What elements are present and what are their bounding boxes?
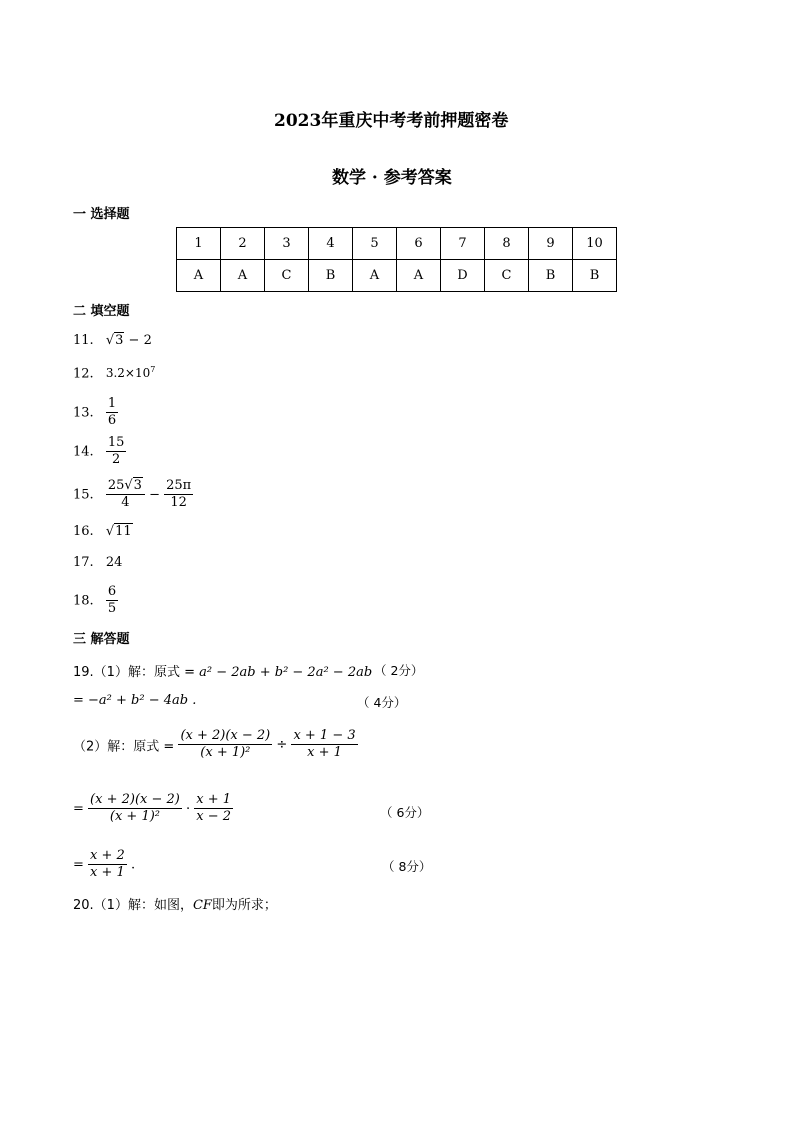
- table-cell: 6: [397, 228, 441, 260]
- fraction: $\frac{25√3}{4}$: [106, 478, 145, 512]
- section-choice: 一 选择题: [73, 207, 130, 222]
- answer-18: [73, 584, 118, 618]
- question-number: 15.: [73, 487, 94, 503]
- fraction: $\frac{25\pi}{12}$: [166, 478, 192, 511]
- answer-17: [73, 555, 122, 570]
- page-title: 2023年重庆中考考前押题密卷: [274, 111, 509, 131]
- table-cell: D: [441, 260, 485, 292]
- table-cell: B: [309, 260, 353, 292]
- math-expression: a² − 2ab + b² − 2a² − 2ab: [199, 665, 373, 680]
- answer-14: [73, 435, 126, 469]
- answer-13: [73, 396, 118, 430]
- answer-16: [73, 524, 133, 539]
- fraction: $\frac{x + 1 - 3}{x + 1}$: [293, 728, 356, 761]
- answer-15: [73, 478, 193, 512]
- table-row-answers: [177, 260, 617, 292]
- minus-sign: −: [149, 487, 160, 503]
- question-number: 14.: [73, 444, 94, 460]
- fraction: $\frac{x + 1}{x - 2}$: [196, 792, 232, 825]
- table-cell: 7: [441, 228, 485, 260]
- table-cell: 8: [485, 228, 529, 260]
- table-cell: A: [353, 260, 397, 292]
- table-cell: B: [573, 260, 617, 292]
- page-subtitle: 数学 · 参考答案: [332, 168, 452, 188]
- table-cell: C: [265, 260, 309, 292]
- table-cell: A: [221, 260, 265, 292]
- question-number: 13.: [73, 405, 94, 421]
- table-cell: A: [397, 260, 441, 292]
- sqrt-expression: √11: [105, 524, 132, 539]
- answer-11: [73, 333, 152, 348]
- answer-text: − 2: [128, 333, 152, 348]
- exponent: 7: [150, 365, 156, 374]
- table-cell: C: [485, 260, 529, 292]
- section-solve: 三 解答题: [73, 632, 130, 647]
- fraction: $\frac{6}{5}$: [107, 584, 117, 617]
- answer-text: 24: [105, 555, 123, 570]
- table-cell: 4: [309, 228, 353, 260]
- fraction: $\frac{15}{2}$: [107, 435, 125, 468]
- fraction: $\frac{1}{6}$: [107, 396, 117, 429]
- fraction: $\frac{x + 2}{x + 1}$: [90, 848, 125, 881]
- section-fill: 二 填空题: [73, 304, 130, 319]
- q19-part2-line1: （2）解：原式 = $\frac{(x + 2)(x - 2)}{\text{(x + 1)²}}$ ÷ $\frac{x + 1 - 3}{x + 1}$: [73, 728, 356, 761]
- points-label: （ 4分）: [357, 695, 407, 710]
- table-cell: 9: [529, 228, 573, 260]
- fraction: $\frac{(x + 2)(x - 2)}{\text{(x + 1)²}}$: [180, 728, 271, 761]
- q19-part2-line3: = $\frac{x + 2}{x + 1}$ .: [73, 848, 136, 881]
- question-number: 12.: [73, 366, 94, 382]
- table-cell: A: [177, 260, 221, 292]
- q19-part1-line2: = −a² + b² − 4ab .: [73, 693, 197, 708]
- points-label: （ 6分）: [380, 805, 430, 820]
- answer-12: [73, 365, 155, 381]
- q20-part1: 20.（1）解：如图，CF即为所求；: [73, 898, 277, 913]
- question-number: 11.: [73, 333, 94, 348]
- question-number: 17.: [73, 555, 94, 570]
- table-cell: 5: [353, 228, 397, 260]
- choice-answer-table: [176, 227, 617, 292]
- question-number: 16.: [73, 524, 94, 539]
- q19-part1-line1: 19.（1）解：原式 = a² − 2ab + b² − 2a² − 2ab: [73, 665, 373, 680]
- points-label: （ 2分）: [374, 663, 424, 678]
- math-variable: CF: [192, 898, 212, 913]
- sqrt-expression: √3: [105, 333, 124, 348]
- points-label: （ 8分）: [382, 859, 432, 874]
- table-cell: B: [529, 260, 573, 292]
- table-cell: 10: [573, 228, 617, 260]
- fraction: $\frac{(x + 2)(x - 2)}{\text{(x + 1)²}}$: [90, 792, 180, 825]
- question-number: 18.: [73, 593, 94, 609]
- table-cell: 1: [177, 228, 221, 260]
- q19-part2-line2: = $\frac{(x + 2)(x - 2)}{\text{(x + 1)²}}$ · $\frac{x + 1}{x - 2}$: [73, 792, 232, 825]
- table-cell: 3: [265, 228, 309, 260]
- answer-text: 3.2×10: [105, 366, 151, 381]
- table-cell: 2: [221, 228, 265, 260]
- table-row-numbers: [177, 228, 617, 260]
